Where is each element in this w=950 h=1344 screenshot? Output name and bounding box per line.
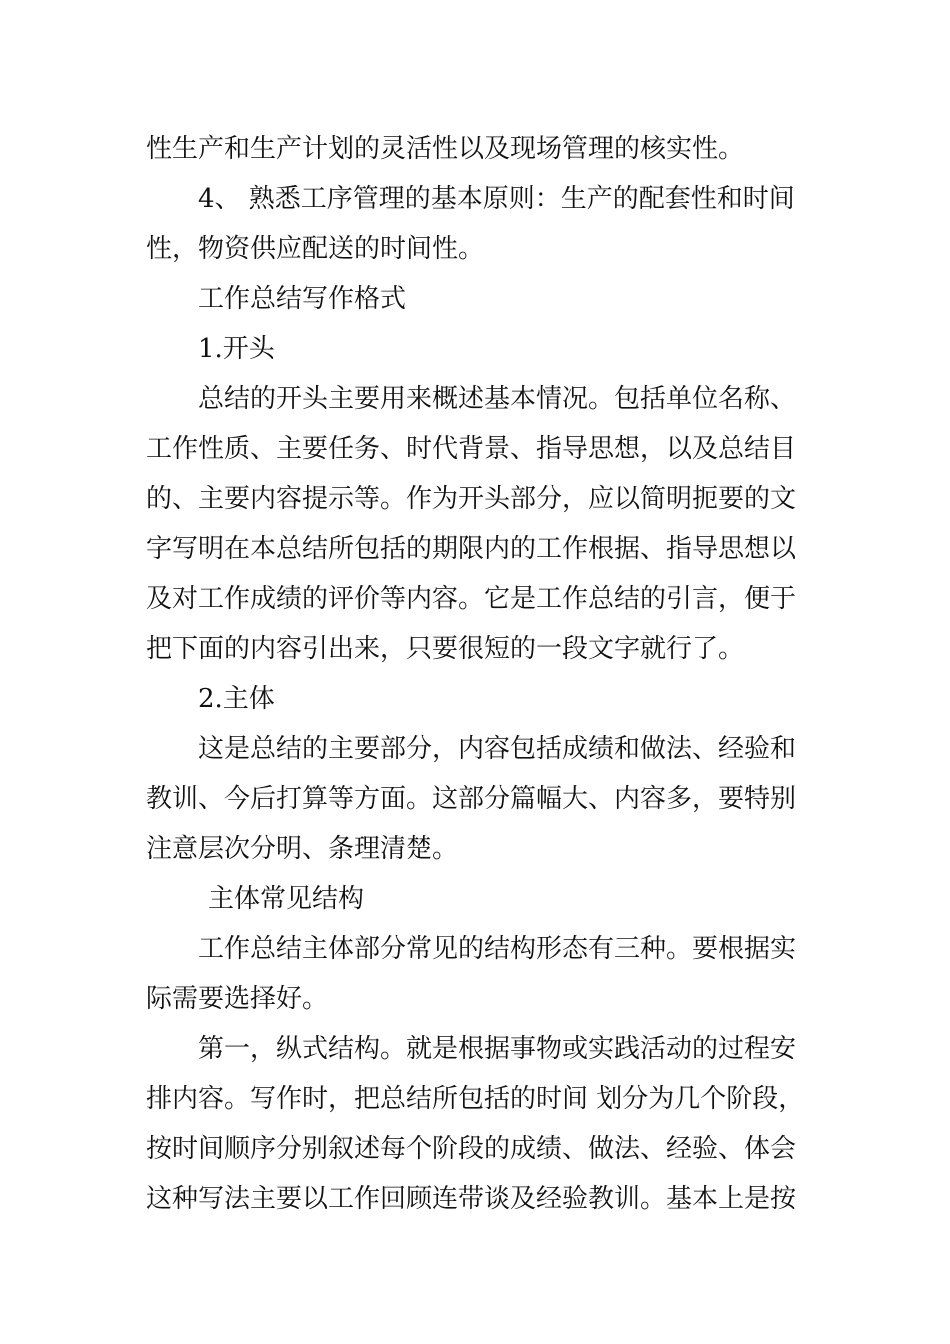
text-line: 际需要选择好。 — [146, 984, 329, 1014]
text-line: 工作性质、主要任务、时代背景、指导思想，以及总结目 — [146, 434, 797, 464]
text-line: 性生产和生产计划的灵活性以及现场管理的核实性。 — [146, 134, 745, 164]
text-line: 及对工作成绩的评价等内容。它是工作总结的引言，便于 — [146, 584, 797, 614]
subsection-heading: 2.主体 — [198, 684, 275, 714]
text-line: 性，物资供应配送的时间性。 — [146, 234, 485, 264]
text-line: 总结的开头主要用来概述基本情况。包括单位名称、 — [198, 384, 797, 414]
text-line: 注意层次分明、条理清楚。 — [146, 834, 459, 864]
subsection-heading: 主体常见结构 — [208, 884, 365, 914]
text-line: 字写明在本总结所包括的期限内的工作根据、指导思想以 — [146, 534, 797, 564]
text-line: 把下面的内容引出来，只要很短的一段文字就行了。 — [146, 634, 745, 664]
text-line: 第一，纵式结构。就是根据事物或实践活动的过程安 — [198, 1034, 797, 1064]
text-line: 这是总结的主要部分，内容包括成绩和做法、经验和 — [198, 734, 797, 764]
text-line: 排内容。写作时，把总结所包括的时间 划分为几个阶段， — [146, 1084, 805, 1114]
text-line: 4、 熟悉工序管理的基本原则：生产的配套性和时间 — [198, 184, 795, 214]
text-line: 按时间顺序分别叙述每个阶段的成绩、做法、经验、体会 — [146, 1134, 797, 1164]
text-line: 这种写法主要以工作回顾连带谈及经验教训。基本上是按 — [146, 1184, 797, 1214]
section-heading: 工作总结写作格式 — [198, 284, 407, 314]
text-line: 教训、今后打算等方面。这部分篇幅大、内容多，要特别 — [146, 784, 797, 814]
subsection-heading: 1.开头 — [198, 334, 275, 364]
text-line: 的、主要内容提示等。作为开头部分，应以简明扼要的文 — [146, 484, 797, 514]
text-line: 工作总结主体部分常见的结构形态有三种。要根据实 — [198, 934, 797, 964]
